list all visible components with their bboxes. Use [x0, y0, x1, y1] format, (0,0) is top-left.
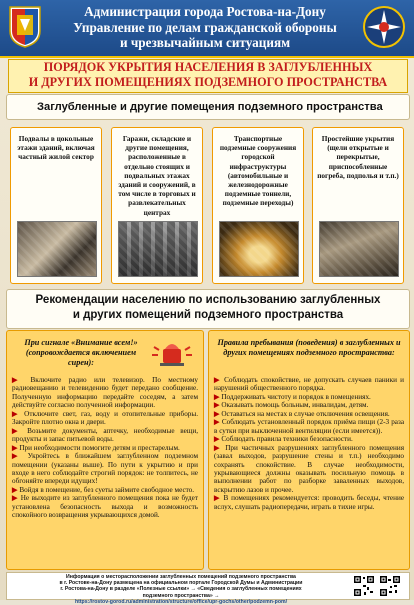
alert-instructions-list [7, 376, 203, 520]
list-item: ▶ Поддерживать чистоту и порядок в помещениях. [214, 392, 371, 401]
header-line-1: Администрация города Ростова-на-Дону [84, 4, 326, 19]
shelter-card-basements [10, 127, 102, 284]
shelter-rules-heading: Правила пребывания (поведения) в заглубленных и других помещениях подземного пространства: [217, 338, 401, 357]
city-coat-of-arms-icon [8, 5, 42, 49]
qr-code-icon[interactable] [379, 575, 401, 597]
tunnel-photo [219, 221, 299, 277]
header-title [48, 4, 362, 51]
bullet-arrow-icon: ▶ [214, 435, 220, 444]
alert-instructions-panel [6, 330, 204, 570]
list-item: ▶ Отключите свет, газ, воду и отопительные приборы. Закройте плотно окна и двери. [12, 409, 199, 427]
bullet-arrow-icon: ▶ [214, 494, 221, 503]
qr-code-icon[interactable] [353, 575, 375, 597]
header-bar [0, 0, 414, 58]
bullet-arrow-icon: ▶ [214, 409, 220, 418]
header-line-3: и чрезвычайным ситуациям [119, 35, 291, 50]
civil-defense-emblem-icon [362, 5, 406, 49]
header-line-2: Управление по делам гражданской обороны [73, 19, 337, 35]
bullet-arrow-icon: ▶ [12, 485, 18, 494]
basement-photo [17, 221, 97, 277]
shelter-card-garages [111, 127, 203, 284]
bullet-arrow-icon: ▶ [12, 409, 20, 418]
footer-link[interactable]: https://rostov-gorod.ru/administration/structure/office/upr-gochs/other/podzemn-pom/ [74, 598, 288, 605]
shelter-rules-panel [208, 330, 410, 570]
list-item: ▶ Включите радио или телевизор. По местному радиовещанию и телевидению будет передано сообщение. Полученную информацию передайте соседям, а затем действуйте согласно полученной информации. [12, 376, 198, 410]
bullet-arrow-icon: ▶ [214, 392, 220, 401]
cellar-photo [319, 221, 399, 277]
footer-line-1: Информация о месторасположении заглубленных помещений подземного пространства [66, 574, 296, 580]
bullet-arrow-icon: ▶ [12, 452, 22, 461]
list-item: ▶ При необходимости помогите детям и престарелым. [12, 443, 180, 452]
main-title [8, 59, 408, 93]
main-title-line-1: ПОРЯДОК УКРЫТИЯ НАСЕЛЕНИЯ В ЗАГЛУБЛЕННЫХ [43, 60, 373, 74]
list-item: ▶ Возьмите документы, аптечку, необходимые вещи, продукты и запас питьевой воды. [12, 426, 199, 444]
list-item: ▶ Оказывать помощь больным, инвалидам, детям. [214, 401, 369, 410]
main-title-line-2: И ДРУГИХ ПОМЕЩЕНИЯХ ПОДЗЕМНОГО ПРОСТРАНСТВА [28, 75, 388, 89]
siren-alarm-icon [149, 337, 195, 367]
list-item: ▶ Соблюдать правила техники безопасности. [214, 435, 353, 444]
bullet-arrow-icon: ▶ [12, 494, 19, 503]
shelter-card-text: Гаражи, складские и другие помещения, расположенные в отдельно стоящих и подвальных этажах зданий и сооружений, в том числе в торговых и развлекательных центрах [118, 134, 196, 217]
list-item: ▶ Укройтесь в ближайшем заглубленном подземном помещении (указаны выше). По пути к укрытию и при входе в него соблюдайте строгий порядок: не толпитесь, не обгоняйте впереди идущих! [12, 452, 199, 486]
list-item: ▶ Соблюдать установленный порядок приёма пищи (2-3 раза в сутки при выключенной вентиляции (если имеется)). [214, 418, 405, 435]
shelter-card-text: Подвалы в цокольные этажи зданий, включая частный жилой сектор [17, 134, 95, 162]
shelter-card-transport [212, 127, 304, 284]
list-item: ▶ В помещениях рекомендуется: проводить беседы, чтение вслух, слушать радиопередачи, играть в тихие игры. [214, 494, 405, 511]
footer-text [11, 574, 351, 605]
bullet-arrow-icon: ▶ [214, 418, 220, 427]
list-item: ▶ Не выходите из заглубленного помещения пока не будет установлена безопасность выхода и возможность спокойного возвращения укрывающихся домой. [12, 494, 198, 520]
footer-line-4: подземного пространства» → [142, 592, 220, 599]
section-recommendations-heading [6, 289, 410, 329]
list-item: ▶ Оставаться на местах в случае отключения освещения. [214, 409, 390, 418]
list-item: ▶ При частичных разрушениях заглубленного помещения (завал выходов, разрушение стены и т.п.) необходимо сохранять спокойствие. В случае необходимости, укрывающиеся должны оказывать посильную помощь в выполнении работ по разборке заваленных выходов, вскрытию лазов и прочее. [214, 443, 405, 494]
section-shelter-types-heading [6, 94, 410, 120]
footer-line-2: в г. Ростове-на-Дону размещена на официальном портале Городской Думы и Администрации [59, 580, 303, 587]
bullet-arrow-icon: ▶ [12, 443, 18, 452]
shelter-card-simple [312, 127, 404, 284]
bullet-arrow-icon: ▶ [214, 376, 221, 384]
list-item: ▶ Соблюдать спокойствие, не допускать случаев паники и нарушений общественного порядка. [214, 376, 405, 393]
shelter-rules-list [209, 376, 409, 511]
bullet-arrow-icon: ▶ [214, 401, 220, 410]
list-item: ▶ Войдя в помещение, без суеты займите свободное место. [12, 485, 195, 494]
section-recommendations-line-1: Рекомендации населению по использованию заглубленных [35, 294, 381, 306]
section-shelter-types-title: Заглубленные и другие помещения подземного пространства [37, 101, 383, 113]
bullet-arrow-icon: ▶ [214, 443, 222, 452]
shelter-card-text: Транспортные подземные сооружения городской инфраструктуры (автомобильные и железнодорожные подземные тоннели, подземные переходы) [219, 134, 297, 208]
footer-info [6, 572, 410, 605]
footer-line-3: г. Ростова-на-Дону в разделе «Полезные ссылки» → «Сведения о заглубленных помещениях [60, 586, 302, 593]
section-recommendations-line-2: и других помещений подземного пространства [72, 309, 344, 321]
shelter-card-text: Простейшие укрытия (щели открытые и перекрытые, приспособленные погреба, подполья и т.п.) [317, 134, 399, 180]
parking-garage-photo [118, 221, 198, 277]
bullet-arrow-icon: ▶ [12, 376, 24, 384]
bullet-arrow-icon: ▶ [12, 426, 22, 435]
alert-instructions-heading: При сигнале «Внимание всем!» (сопровождается включением сирен): [24, 338, 138, 367]
